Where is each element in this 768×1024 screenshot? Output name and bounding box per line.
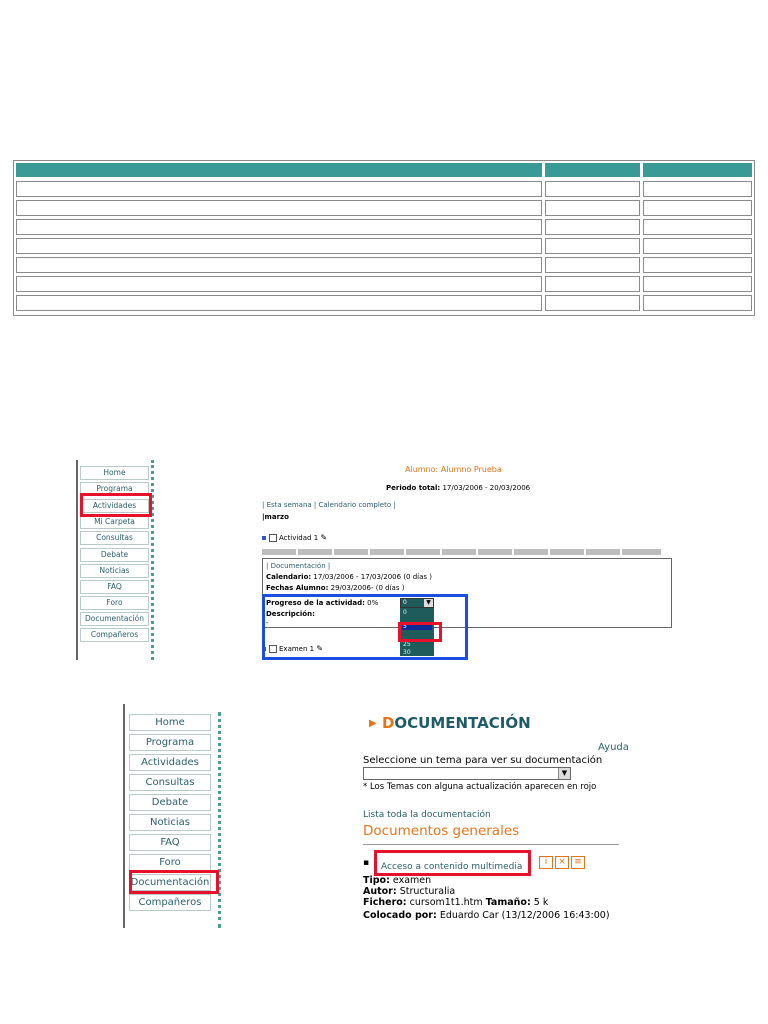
week-strip-cell	[298, 549, 333, 555]
posted-label: Colocado por:	[363, 910, 437, 921]
chevron-down-icon[interactable]: ▼	[424, 599, 433, 607]
nav-companeros[interactable]: Compañeros	[129, 894, 211, 911]
file-icon: ▪	[363, 858, 370, 868]
nav-actividades-highlight	[80, 493, 152, 517]
nav-foro[interactable]: Foro	[129, 854, 211, 871]
nav-mi-carpeta[interactable]: Mi Carpeta	[80, 515, 149, 529]
week-strip-cell	[406, 549, 441, 555]
dropdown-option-0[interactable]: 0	[403, 609, 407, 616]
table-cell	[643, 200, 752, 216]
table-header-col-1	[16, 163, 542, 177]
nav-foro[interactable]: Foro	[80, 596, 149, 610]
nav-home[interactable]: Home	[80, 466, 149, 480]
calendar-label: Calendario:	[266, 573, 312, 581]
summary-table	[13, 160, 755, 316]
close-icon[interactable]: ×	[555, 856, 569, 869]
activity-1-row	[262, 533, 327, 543]
topics-note: * Los Temas con alguna actualización aparecen en rojo	[363, 782, 597, 792]
week-strip-cell	[622, 549, 662, 555]
table-cell	[643, 181, 752, 197]
dropdown-option-3[interactable]: 30	[403, 649, 411, 656]
week-strip-cell	[550, 549, 585, 555]
table-cell	[16, 257, 542, 273]
table-cell	[643, 219, 752, 235]
month-label: |marzo	[262, 513, 289, 521]
list-icon[interactable]: ≡	[571, 856, 585, 869]
nav-debate[interactable]: Debate	[129, 794, 211, 811]
student-dates-value: 29/03/2006- (0 días )	[330, 584, 405, 592]
table-header-col-2	[545, 163, 640, 177]
table-cell	[643, 257, 752, 273]
page-title-first-letter: D	[381, 714, 395, 732]
page-title-rest: OCUMENTACIÓN	[394, 714, 531, 732]
activities-screenshot	[76, 460, 676, 662]
week-strip-cell	[334, 549, 369, 555]
progress-value: 0%	[367, 599, 379, 607]
page-title	[369, 714, 531, 732]
chevron-down-icon[interactable]: ▼	[558, 768, 570, 779]
multimedia-link-highlight	[374, 850, 531, 876]
edit-icon[interactable]: ✎	[320, 533, 328, 542]
section-heading: Documentos generales	[363, 823, 520, 839]
help-link[interactable]: Ayuda	[598, 742, 629, 753]
posted-value: Eduardo Car (13/12/2006 16:43:00)	[439, 910, 610, 921]
type-value: examen	[392, 875, 432, 886]
table-cell	[545, 276, 640, 292]
nav-debate[interactable]: Debate	[80, 548, 149, 562]
file-label: Fichero:	[363, 897, 407, 908]
posted-row	[363, 910, 610, 921]
student-name: Alumno: Alumno Prueba	[405, 465, 502, 474]
nav-noticias[interactable]: Noticias	[80, 564, 149, 578]
size-value: 5 k	[533, 897, 549, 908]
nav-documentacion[interactable]: Documentación	[80, 612, 149, 626]
period-value: 17/03/2006 - 20/03/2006	[442, 484, 531, 492]
student-dates-row	[266, 584, 404, 593]
author-label: Autor:	[363, 886, 397, 897]
table-cell	[16, 181, 542, 197]
table-cell	[545, 257, 640, 273]
exam-1-label[interactable]: Examen 1	[279, 645, 315, 653]
nav-programa[interactable]: Programa	[80, 482, 149, 496]
nav-faq[interactable]: FAQ	[129, 834, 211, 851]
nav-documentacion[interactable]: Documentación	[129, 874, 211, 891]
bullet-icon	[262, 536, 266, 540]
description-value: -	[266, 619, 269, 627]
select-prompt: Seleccione un tema para ver su documentación	[363, 755, 603, 766]
table-cell	[545, 219, 640, 235]
period-total	[386, 484, 530, 493]
nav-programa[interactable]: Programa	[129, 734, 211, 751]
multimedia-access-link[interactable]: Acceso a contenido multimedia	[381, 862, 523, 872]
table-cell	[545, 200, 640, 216]
calendar-value: 17/03/2006 - 17/03/2006 (0 días )	[313, 573, 433, 581]
nav-documentacion-highlight	[129, 870, 219, 894]
week-strip-cell	[586, 549, 621, 555]
week-strip-cell	[514, 549, 549, 555]
nav-consultas[interactable]: Consultas	[129, 774, 211, 791]
description-label: Descripción:	[266, 610, 315, 618]
left-border	[76, 460, 78, 660]
progress-label: Progreso de la actividad:	[266, 599, 365, 607]
dotted-separator	[151, 460, 158, 660]
table-cell	[16, 238, 542, 254]
table-cell	[545, 238, 640, 254]
list-all-link[interactable]: Lista toda la documentación	[363, 810, 491, 820]
table-cell	[643, 295, 752, 311]
author-value: Structuralia	[399, 886, 456, 897]
activity-1-checkbox[interactable]	[269, 534, 277, 542]
week-strip-cell	[370, 549, 405, 555]
nav-faq[interactable]: FAQ	[80, 580, 149, 594]
file-row	[363, 897, 548, 908]
table-cell	[643, 238, 752, 254]
activity-1-label[interactable]: Actividad 1	[279, 534, 319, 542]
nav-noticias[interactable]: Noticias	[129, 814, 211, 831]
left-border	[123, 704, 125, 928]
table-cell	[545, 295, 640, 311]
section-divider	[363, 844, 619, 845]
file-value: cursom1t1.htm	[409, 897, 483, 908]
nav-actividades[interactable]: Actividades	[80, 499, 149, 513]
author-row	[363, 886, 455, 897]
dropdown-option-1: 5	[403, 623, 407, 630]
table-cell	[16, 219, 542, 235]
week-strip-cell	[442, 549, 477, 555]
type-label: Tipo:	[363, 875, 390, 886]
topic-select[interactable]	[363, 767, 571, 780]
calendar-row	[266, 573, 432, 582]
edit-icon[interactable]: ✎	[316, 644, 324, 653]
nav-consultas[interactable]: Consultas	[80, 531, 149, 545]
week-links[interactable]: | Esta semana | Calendario completo |	[262, 501, 396, 509]
period-label: Periodo total:	[386, 484, 441, 492]
week-strip-cell	[262, 549, 297, 555]
nav-companeros[interactable]: Compañeros	[80, 628, 149, 642]
doc-link[interactable]: | Documentación |	[266, 562, 331, 570]
table-cell	[16, 276, 542, 292]
type-row	[363, 875, 431, 886]
info-icon[interactable]: i	[539, 856, 553, 869]
week-strip-cell	[478, 549, 513, 555]
documentation-screenshot	[123, 704, 683, 928]
table-header-col-3	[643, 163, 752, 177]
caret-right-icon: ▶	[369, 718, 377, 729]
size-label: Tamaño:	[485, 897, 531, 908]
table-cell	[545, 181, 640, 197]
dotted-separator	[218, 712, 225, 928]
student-dates-label: Fechas Alumno:	[266, 584, 329, 592]
nav-actividades[interactable]: Actividades	[129, 754, 211, 771]
nav-home[interactable]: Home	[129, 714, 211, 731]
table-cell	[643, 276, 752, 292]
option-highlight	[398, 622, 442, 642]
dropdown-option-2[interactable]: 25	[403, 641, 411, 648]
table-cell	[16, 295, 542, 311]
progress-select-value: 0	[403, 599, 407, 606]
table-cell	[16, 200, 542, 216]
